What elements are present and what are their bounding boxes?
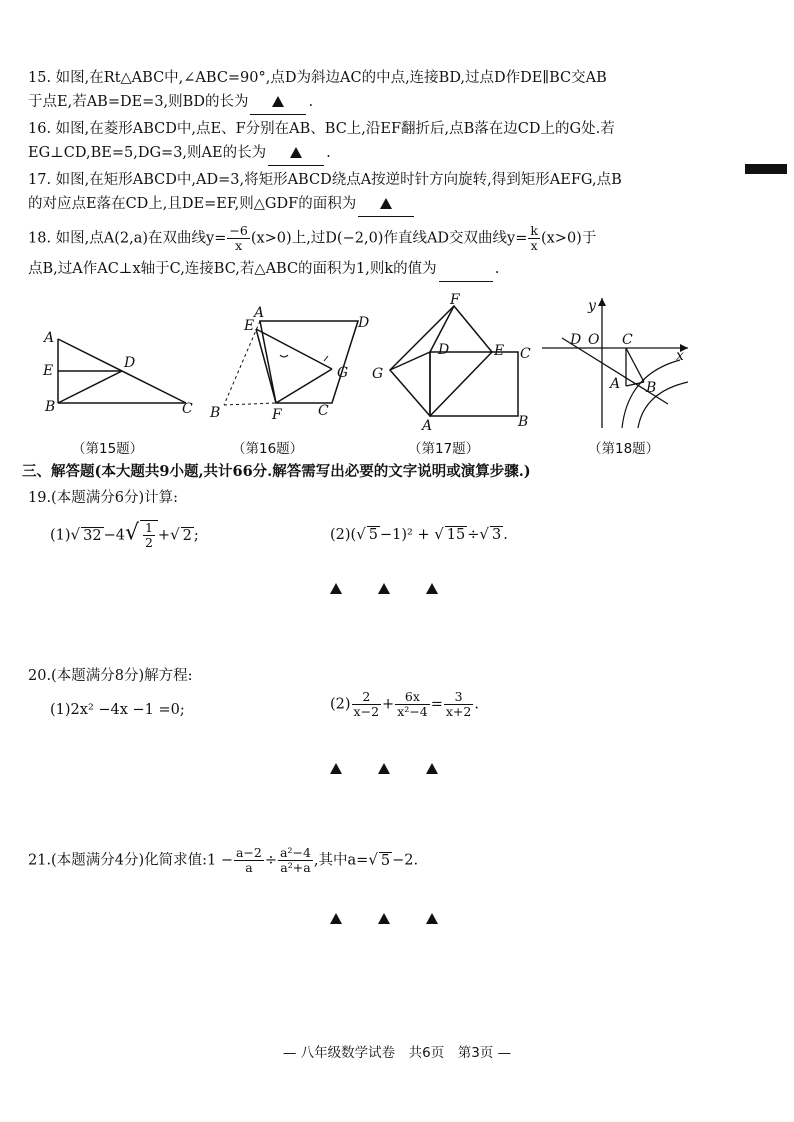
label-D: D [438,342,450,358]
caption-17: （第17题） [408,441,480,457]
triangle-icon [330,763,342,774]
question-18-line2: 点B,过A作AC⊥x轴于C,连接BC,若△ABC的面积为1,则k的值为 . [28,257,596,282]
triangle-icon [380,198,392,209]
question-16 [28,117,615,166]
question-16-line2: EG⊥CD,BE=5,DG=3,则AE的长为 . [28,141,615,166]
label-D: D [570,332,582,348]
label-y: y [588,298,596,314]
question-21: 21.(本题满分4分)化简求值:1 − $\frac{a-2}{a}$ ÷ $\frac{\text{a²−4}}{\text{a²+a}}$ ,其中a=√ 5 −2. [28,845,419,875]
caption-15: （第15题） [72,441,144,457]
label-A: A [254,305,265,321]
label-D: D [124,355,136,371]
label-G: G [337,365,349,381]
section-3-title: 三、解答题(本大题共9小题,共计66分.解答需写出必要的文字说明或演算步骤.) [22,463,531,480]
caption-16: （第16题） [232,441,304,457]
answer-blank-17[interactable] [358,192,414,217]
answer-space-19 [0,583,794,597]
question-18 [28,224,596,282]
label-x: x [676,348,684,364]
triangle-icon [272,96,284,107]
figure-18 [538,294,694,434]
label-C: C [318,403,329,419]
triangle-icon [330,583,342,594]
label-A: A [610,376,621,392]
label-E: E [244,318,255,334]
margin-marker [745,164,787,174]
page-footer: — 八年级数学试卷 共6页 第3页 — [282,1045,512,1061]
question-19-part2: (2)(√ 5 −1)² + √ 15 ÷√ 3 . [330,525,508,543]
question-16-line1: 16. 如图,在菱形ABCD中,点E、F分别在AB、BC上,沿EF翻折后,点B落在边CD上的G处.若 [28,121,615,137]
label-A: A [422,418,433,432]
fraction: $\frac{a-2}{a}$ [235,845,262,875]
question-20-part2: (2) $\frac{2}{x-2}$ + $\frac{6x}{\text{x²−4}}$ = $\frac{3}{x+2}$ . [330,689,479,719]
figure-16 [204,303,384,423]
triangle-icon [426,763,438,774]
label-E: E [494,343,505,359]
question-17-line1: 17. 如图,在矩形ABCD中,AD=3,将矩形ABCD绕点A按逆时针方向旋转,得到矩形AEFG,点B [28,172,622,188]
triangle-icon [426,913,438,924]
label-C: C [622,332,633,348]
question-20-part1: (1)2x² −4x −1 =0; [50,702,185,718]
triangle-icon [378,583,390,594]
fraction: $\frac{3}{x+2}$ [445,689,472,719]
label-B: B [646,380,657,396]
answer-space-21 [0,913,794,927]
fraction: $\frac{1}{2}$ [144,520,153,550]
question-18-line1: 18. 如图,点A(2,a)在双曲线y= $\frac{-6}{x}$ (x>0)上,过D(−2,0)作直线AD交双曲线y= $\frac{k}{x}$ (x>0)于 [28,223,597,253]
question-20-title: 20.(本题满分8分)解方程: [28,668,193,684]
label-B: B [210,405,221,421]
triangle-icon [426,583,438,594]
figure-15 [38,325,208,415]
question-15-line1: 15. 如图,在Rt△ABC中,∠ABC=90°,点D为斜边AC的中点,连接BD,过点D作DE∥BC交AB [28,70,607,86]
question-15 [28,66,607,115]
label-B: B [45,399,56,415]
fraction: $\frac{\text{a²−4}}{\text{a²+a}}$ [280,845,311,875]
fraction: $\frac{k}{x}$ [530,223,538,253]
label-E: E [43,363,54,379]
label-G: G [372,366,384,382]
triangle-icon [378,763,390,774]
figure-17 [368,292,548,432]
answer-blank-16[interactable] [268,141,324,166]
label-C: C [520,346,531,362]
triangle-icon [330,913,342,924]
answer-blank-18[interactable] [439,257,493,282]
label-F: F [450,292,460,308]
triangle-icon [290,147,302,158]
label-C: C [182,401,193,415]
question-17 [28,168,622,217]
fraction: $\frac{6x}{\text{x²−4}}$ [397,689,428,719]
answer-space-20 [0,763,794,777]
question-19-title: 19.(本题满分6分)计算: [28,490,178,506]
caption-18: （第18题） [588,441,660,457]
question-15-line2: 于点E,若AB=DE=3,则BD的长为 . [28,90,607,115]
label-B: B [518,414,529,430]
fraction: $\frac{2}{x-2}$ [353,689,380,719]
label-F: F [272,407,282,423]
label-D: D [358,315,370,331]
answer-blank-15[interactable] [250,90,306,115]
triangle-icon [378,913,390,924]
label-A: A [44,330,55,346]
fraction: $\frac{-6}{x}$ [229,223,248,253]
question-17-line2: 的对应点E落在CD上,且DE=EF,则△GDF的面积为 [28,192,622,217]
question-19-part1: (1)√ 32 −4√ $\frac{1}{2}$ +√ 2 ; [50,520,199,550]
label-O: O [588,332,600,348]
